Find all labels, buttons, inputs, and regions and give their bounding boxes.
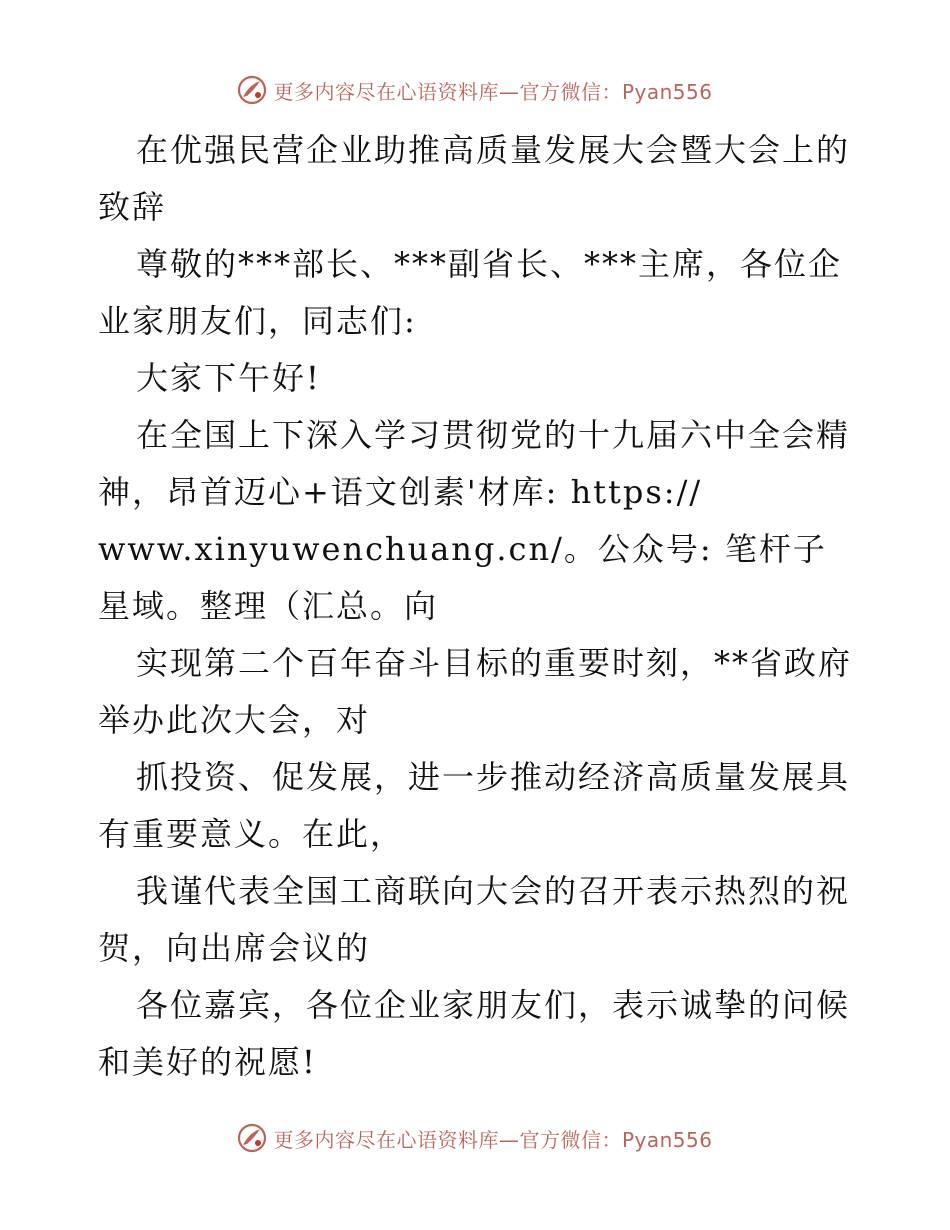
salutation: 尊敬的***部长、***副省长、***主席，各位企业家朋友们，同志们:: [98, 245, 843, 340]
greeting: 大家下午好!: [136, 359, 321, 397]
paragraph: 抓投资、促发展，进一步推动经济高质量发展具有重要意义。在此，: [98, 758, 851, 853]
document-title: 在优强民营企业助推高质量发展大会暨大会上的致辞: [98, 131, 851, 226]
paragraph: 各位嘉宾，各位企业家朋友们，表示诚挚的问候和美好的祝愿!: [98, 986, 851, 1081]
document-body: [98, 122, 853, 1091]
watermark-text: 更多内容尽在心语资料库—官方微信：Pyan556: [273, 1127, 713, 1152]
pen-logo-icon: [237, 1123, 267, 1153]
paragraph-continuation: www.xinyuwenchuang.cn/。公众号: 笔杆子星域。整理（汇总。向: [98, 530, 827, 625]
watermark-text: 更多内容尽在心语资料库—官方微信：Pyan556: [273, 79, 713, 104]
paragraph: 我谨代表全国工商联向大会的召开表示热烈的祝贺，向出席会议的: [98, 872, 851, 967]
paragraph: 实现第二个百年奋斗目标的重要时刻，**省政府举办此次大会，对: [98, 644, 853, 739]
header-watermark: [0, 70, 950, 110]
pen-logo-icon: [237, 75, 267, 105]
footer-watermark: [0, 1118, 950, 1158]
paragraph: 在全国上下深入学习贯彻党的十九届六中全会精神，昂首迈心+语文创素'材库: https://: [98, 416, 851, 511]
